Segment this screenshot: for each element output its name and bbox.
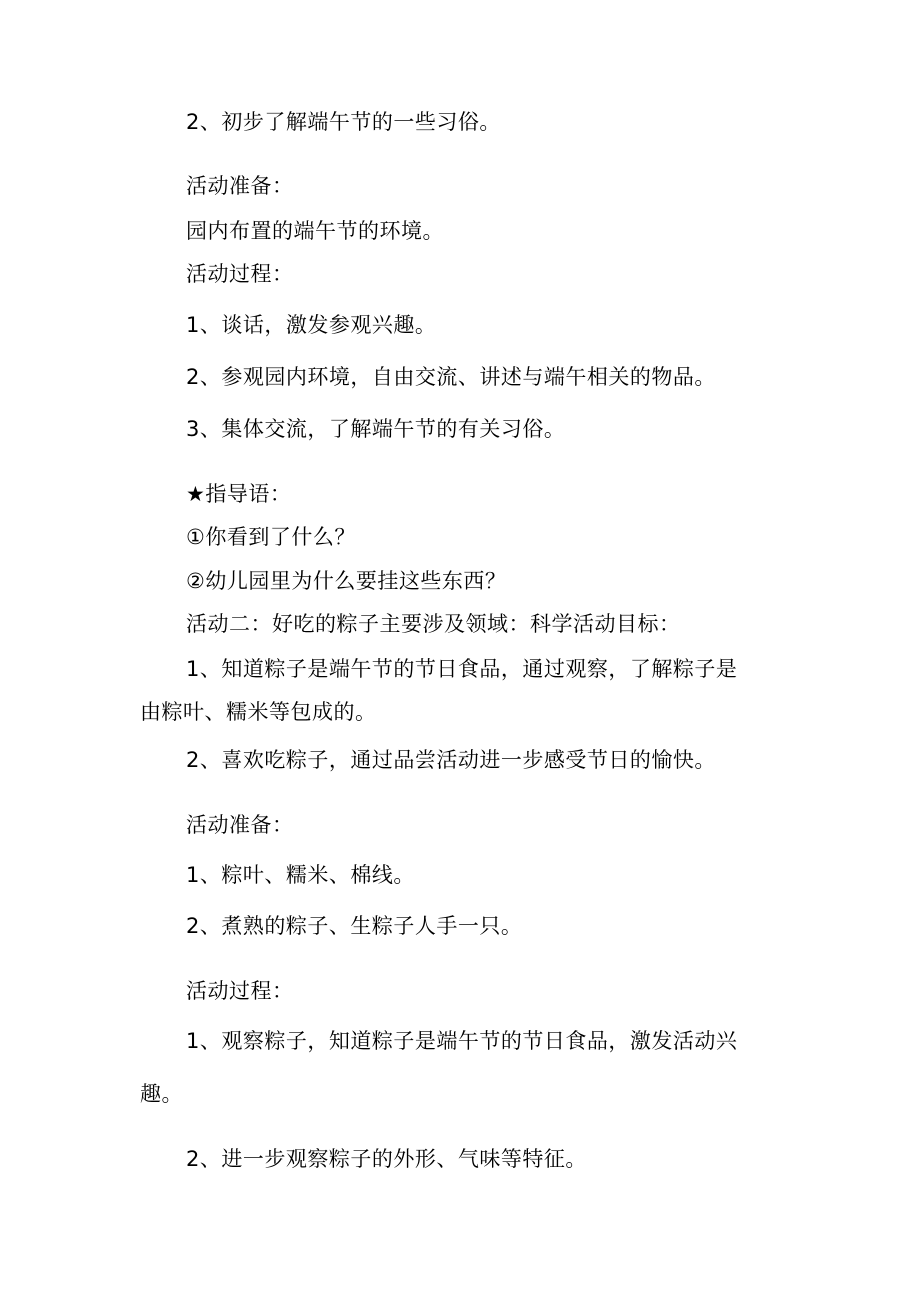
paragraph-process-2-1-cont: 趣。 (140, 1082, 183, 1106)
paragraph-goal-1: 1、知道粽子是端午节的节日食品，通过观察，了解粽子是 (186, 657, 738, 681)
paragraph-process-2: 2、参观园内环境，自由交流、讲述与端午相关的物品。 (186, 365, 716, 389)
paragraph-goal-1-cont: 由粽叶、糯米等包成的。 (140, 700, 377, 724)
paragraph-preparation-2-2: 2、煮熟的粽子、生粽子人手一只。 (186, 914, 523, 938)
paragraph-process-2-2: 2、进一步观察粽子的外形、气味等特征。 (186, 1147, 587, 1171)
heading-guidance: ★指导语： (186, 482, 292, 506)
guidance-question-1: ①你看到了什么？ (186, 525, 356, 549)
paragraph-process-2-1: 1、观察粽子，知道粽子是端午节的节日食品，激发活动兴 (186, 1029, 738, 1053)
paragraph-preparation: 园内布置的端午节的环境。 (186, 219, 444, 243)
heading-activity-process-2: 活动过程： (186, 979, 294, 1003)
heading-activity-preparation: 活动准备： (186, 174, 294, 198)
heading-activity-process: 活动过程： (186, 262, 294, 286)
heading-activity-two: 活动二：好吃的粽子主要涉及领域：科学活动目标： (186, 612, 681, 636)
paragraph-process-1: 1、谈话，激发参观兴趣。 (186, 313, 437, 337)
heading-activity-preparation-2: 活动准备： (186, 813, 294, 837)
paragraph-preparation-2-1: 1、粽叶、糯米、棉线。 (186, 863, 415, 887)
paragraph-objective-2: 2、初步了解端午节的一些习俗。 (186, 110, 501, 134)
paragraph-goal-2: 2、喜欢吃粽子，通过品尝活动进一步感受节日的愉快。 (186, 748, 716, 772)
guidance-question-2: ②幼儿园里为什么要挂这些东西？ (186, 569, 507, 593)
paragraph-process-3: 3、集体交流，了解端午节的有关习俗。 (186, 417, 566, 441)
